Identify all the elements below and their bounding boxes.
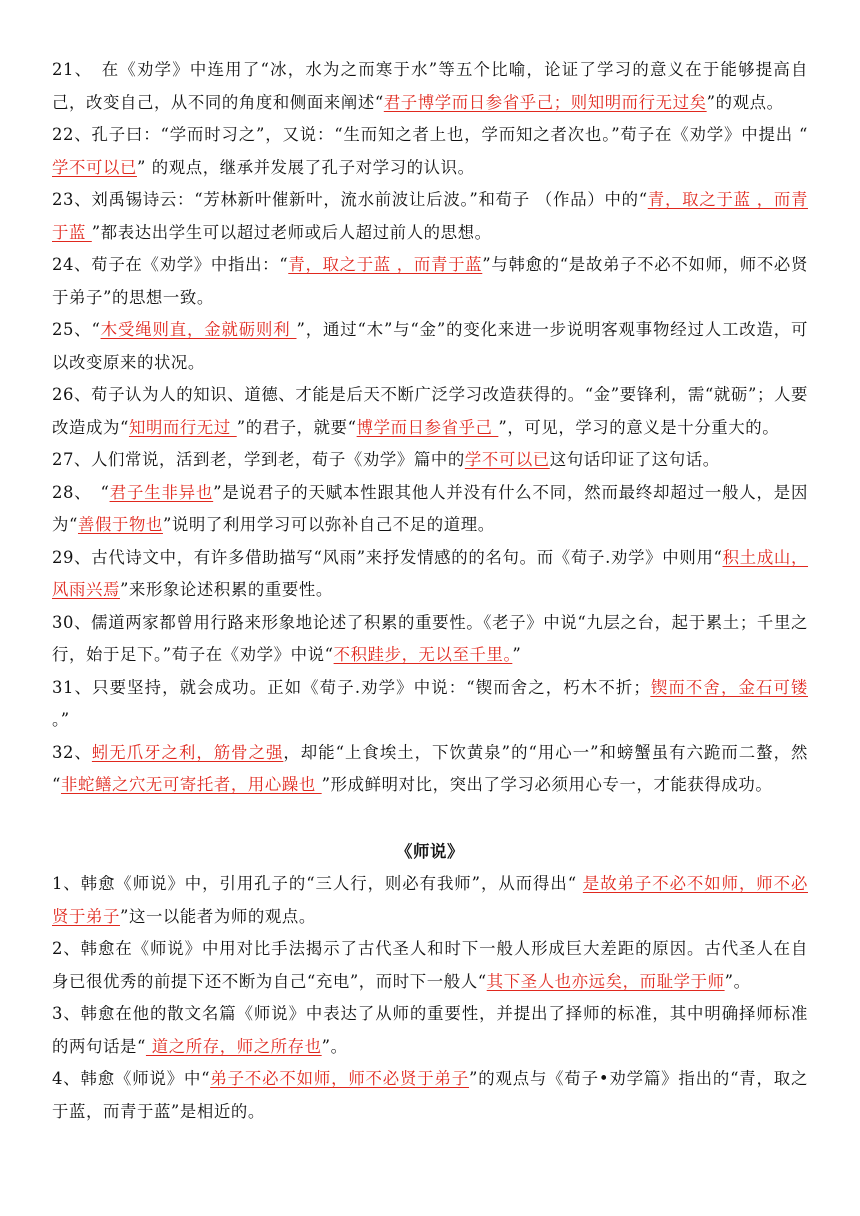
question-item <box>52 737 808 802</box>
question-text: ”的观点。 <box>706 92 784 112</box>
question-text: ”都表达出学生可以超过老师或后人超过前人的思想。 <box>91 222 492 242</box>
question-text: ”，通过“木”与“金”的变化来进一步说明客观事物经过人工改造，可以改变原来的状况。 <box>52 320 808 372</box>
section-title-shishuo: 《师说》 <box>396 841 464 861</box>
question-text: ”。 <box>724 971 751 991</box>
question-text: 29、古代诗文中，有许多借助描写“风雨”来抒发情感的的名句。而《荀子.劝学》中则用“ <box>52 547 723 567</box>
question-item <box>52 119 808 184</box>
question-text: 2、韩愈在《师说》中用对比手法揭示了古代圣人和时下一般人形成巨大差距的原因。古代圣人在自身已很优秀的前提下还不断为自己“充电”，而时下一般人“ <box>52 939 808 991</box>
answer-blank: 积土成山，风雨兴焉 <box>52 547 809 599</box>
question-text: ，却能“上食埃土，下饮黄泉”的“用心一”和螃蟹虽有六跪而二螯，然 “ <box>52 742 808 794</box>
question-text: 。” <box>52 710 70 729</box>
question-text: 31、只要坚持，就会成功。正如《荀子.劝学》中说：“锲而舍之，朽木不折； <box>52 677 651 697</box>
question-text: ”。 <box>321 1036 348 1056</box>
answer-blank: 学不可以已 <box>464 450 550 469</box>
question-text: 3、韩愈在他的散文名篇《师说》中表达了从师的重要性，并提出了择师的标准，其中明确择师标准的两句话是“ <box>52 1004 808 1056</box>
question-text: 23、刘禹锡诗云：“芳林新叶催新叶，流水前波让后波。”和荀子 （作品）中的“ <box>52 190 648 209</box>
question-text: ”说明了利用学习可以弥补自己不足的道理。 <box>162 515 495 534</box>
question-item <box>52 672 808 737</box>
question-item <box>52 477 808 542</box>
answer-blank: 非蛇鳝之穴无可寄托者，用心躁也 <box>60 775 322 794</box>
question-text: 30、儒道两家都曾用行路来形象地论述了积累的重要性。《老子》中说“九层之台，起于累土；千里之行，始于足下。”荀子在《劝学》中说“ <box>52 612 808 664</box>
question-text: ”的君子，就要“ <box>236 417 357 437</box>
answer-blank: 木受绳则直，金就砺则利 <box>100 320 297 339</box>
question-text: ” 的观点，继承并发展了孔子对学习的认识。 <box>136 157 475 177</box>
question-text: 27、人们常说，活到老，学到老，荀子《劝学》篇中的 <box>52 450 465 469</box>
question-text: 24、荀子在《劝学》中指出：“ <box>52 255 289 274</box>
question-item <box>52 54 808 119</box>
question-item <box>52 868 808 933</box>
answer-blank: 君子博学而日参省乎己；则知明而行无过矣 <box>383 92 707 112</box>
question-item <box>52 379 808 444</box>
question-text: 这句话印证了这句话。 <box>549 450 720 469</box>
question-text: ”来形象论述积累的重要性。 <box>119 580 333 599</box>
answer-blank: 知明而行无过 <box>128 417 237 437</box>
question-text: ” <box>512 645 522 664</box>
answer-blank: 其下圣人也亦远矣，而耻学于师 <box>486 971 725 991</box>
question-text: ”，可见，学习的意义是十分重大的。 <box>498 417 780 437</box>
answer-blank: 君子生非异也 <box>109 482 214 502</box>
question-item <box>52 314 808 379</box>
question-text: ”这一以能者为师的观点。 <box>119 906 316 926</box>
question-text: 1、韩愈《师说》中，引用孔子的“三人行，则必有我师”，从而得出“ <box>52 874 583 893</box>
question-item <box>52 184 808 249</box>
question-text: 22、孔子曰：“学而时习之”，又说：“生而知之者上也，学而知之者次也。”荀子在《劝学》中提出 “ <box>52 125 808 144</box>
answer-blank: 不积跬步，无以至千里。 <box>333 645 513 664</box>
answer-blank: 博学而日参省乎己 <box>356 417 499 437</box>
question-text: 21、 在《劝学》中连用了“冰，水为之而寒于水”等五个比喻，论证了学习的意义在于能够提高自己，改变自己，从不同的角度和侧面来阐述“ <box>52 60 808 112</box>
question-text: 28、 “ <box>52 482 110 502</box>
question-text: ”的观点与《荀子•劝学篇》指出的“青，取之于蓝，而青于蓝”是相近的。 <box>52 1069 809 1121</box>
question-text: ”与韩愈的“是故弟子不必不如师，师不必贤于弟子”的思想一致。 <box>52 255 808 307</box>
question-item <box>52 249 808 314</box>
answer-blank: 道之所存，师之所存也 <box>145 1036 322 1056</box>
question-item <box>52 1063 808 1128</box>
question-text: 25、“ <box>52 320 101 339</box>
question-text: 32、 <box>52 742 92 762</box>
answer-blank: 弟子不必不如师，师不必贤于弟子 <box>210 1069 469 1088</box>
shishuo-question-list <box>52 868 808 1128</box>
question-text: 26、荀子认为人的知识、道德、才能是后天不断广泛学习改造获得的。“金”要锋利，需“就砺”；人要改造成为“ <box>52 385 808 437</box>
answer-blank: 青，取之于蓝 ，而青于蓝 <box>52 190 808 242</box>
answer-blank: 锲而不舍，金石可镂 <box>650 677 808 697</box>
answer-blank: 蚓无爪牙之利，筋骨之强 <box>91 742 284 762</box>
question-text: ”形成鲜明对比，突出了学习必须用心专一，才能获得成功。 <box>321 775 773 794</box>
question-item <box>52 933 808 998</box>
quanxue-question-list <box>52 54 808 802</box>
question-item <box>52 444 808 477</box>
question-text: 4、韩愈《师说》中“ <box>52 1069 211 1088</box>
question-text: ”是说君子的天赋本性跟其他人并没有什么不同，然而最终却超过一般人，是因为“ <box>52 482 808 534</box>
answer-blank: 青，取之于蓝 ，而青于蓝 <box>288 255 483 274</box>
answer-blank: 学不可以已 <box>52 157 137 177</box>
answer-blank: 善假于物也 <box>77 515 163 534</box>
question-item <box>52 542 808 607</box>
question-item <box>52 998 808 1063</box>
question-item <box>52 607 808 672</box>
answer-blank: 是故弟子不必不如师，师不必贤于弟子 <box>52 874 808 926</box>
